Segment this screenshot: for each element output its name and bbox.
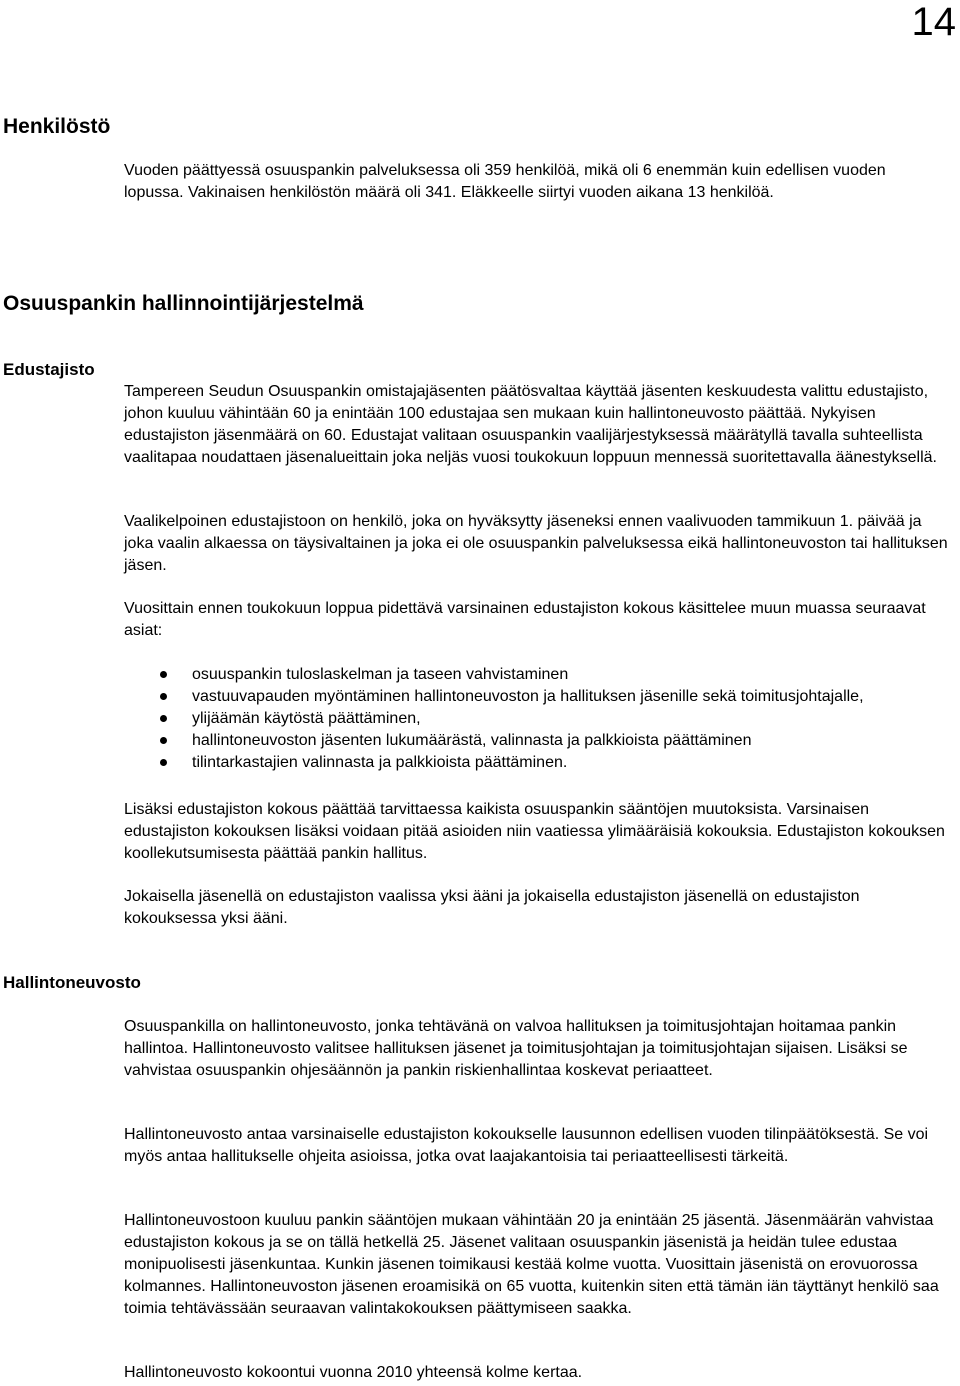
bullet-icon [160,759,167,766]
paragraph-edustajisto-3: Vuosittain ennen toukokuun loppua pidettävä varsinainen edustajiston kokous käsittelee muun muassa seuraavat asiat: [124,600,926,639]
section-heading-hallinnointijarjestelma: Osuuspankin hallinnointijärjestelmä [3,292,364,315]
paragraph-hallintoneuvosto-2: Hallintoneuvosto antaa varsinaiselle edustajiston kokoukselle lausunnon edellisen vuoden tilinpäätöksestä. Se voi myös antaa hallitukselle ohjeita asioissa, jotka ovat laajakantoisia tai periaatteellisesti tärkeitä. [124,1126,929,1165]
list-item-text: tilintarkastajien valinnasta ja palkkioista päättäminen. [192,754,568,771]
list-item-text: hallintoneuvoston jäsenten lukumäärästä, valinnasta ja palkkioista päättäminen [192,732,752,749]
bullet-icon [160,671,167,678]
list-item-text: vastuuvapauden myöntäminen hallintoneuvoston ja hallituksen jäsenille sekä toimitusjohtajalle, [192,688,864,705]
list-item [124,730,949,752]
paragraph-edustajisto-2: Vaalikelpoinen edustajistoon on henkilö, joka on hyväksytty jäseneksi ennen vaalivuoden tammikuun 1. päivää ja joka vaalin alkaessa on täysivaltainen ja joka ei ole osuuspankin palveluksessa eikä hallintoneuvoston tai hallituksen jäsen. [124,513,948,574]
paragraph-hallintoneuvosto-1: Osuuspankilla on hallintoneuvosto, jonka tehtävänä on valvoa hallituksen ja toimitusjohtajan hoitamaa pankin hallintoa. Hallintoneuvosto valitsee hallituksen jäsenet ja toimitusjohtajan ja toimitusjohtajan sijaisen. Lisäksi se vahvistaa osuuspankin ohjesäännön ja pankin riskienhallintaa koskevat periaatteet. [124,1018,908,1079]
list-item [124,686,949,708]
subheading-hallintoneuvosto: Hallintoneuvosto [3,973,141,992]
section-heading-henkilosto: Henkilöstö [3,115,111,138]
subheading-edustajisto: Edustajisto [3,360,95,379]
list-item [124,752,949,774]
bullet-icon [160,715,167,722]
list-item [124,708,949,730]
list-item-text: osuuspankin tuloslaskelman ja taseen vahvistaminen [192,666,569,683]
bullet-icon [160,737,167,744]
bullet-icon [160,693,167,700]
paragraph-edustajisto-after-list: Lisäksi edustajiston kokous päättää tarvittaessa kaikista osuuspankin sääntöjen muutoksista. Varsinaisen edustajiston kokouksen lisäksi voidaan pitää asioiden niin vaatiessa ylimääräisiä kokouksia. Edustajiston kokouksen koollekutsumisesta päättää pankin hallitus. [124,801,945,862]
list-item-text: ylijäämän käytöstä päättäminen, [192,710,421,727]
bullet-list-agenda [124,664,949,774]
paragraph-hallintoneuvosto-4: Hallintoneuvosto kokoontui vuonna 2010 yhteensä kolme kertaa. [124,1364,583,1381]
paragraph-hallintoneuvosto-3: Hallintoneuvostoon kuuluu pankin sääntöjen mukaan vähintään 20 ja enintään 25 jäsentä. Jäsenmäärän vahvistaa edustajiston kokous ja se on tällä hetkellä 25. Jäsenet valitaan osuuspankin jäsenistä ja heidän tulee edustaa monipuolisesti jäsenkuntaa. Kunkin jäsenen toimikausi kestää kolme vuotta. Vuosittain jäsenistä on erovuorossa kolmannes. Hallintoneuvoston jäsenen eroamisikä on 65 vuotta, kuitenkin siten että tämän iän täyttänyt henkilö saa toimia tehtävässään seuraavan valintakokouksen päättymiseen saakka. [124,1212,939,1317]
list-item [124,664,949,686]
paragraph-henkilosto: Vuoden päättyessä osuuspankin palveluksessa oli 359 henkilöä, mikä oli 6 enemmän kuin edellisen vuoden lopussa. Vakinaisen henkilöstön määrä oli 341. Eläkkeelle siirtyi vuoden aikana 13 henkilöä. [124,162,886,201]
page-number: 14 [911,0,956,44]
paragraph-edustajisto-1: Tampereen Seudun Osuuspankin omistajajäsenten päätösvaltaa käyttää jäsenten keskuudesta valittu edustajisto, johon kuuluu vähintään 60 ja enintään 100 edustajaa sen mukaan kuin hallintoneuvosto päättää. Nykyisen edustajiston jäsenmäärä on 60. Edustajat valitaan osuuspankin vaalijärjestyksessä määrätyllä tavalla suhteellista vaalitapaa noudattaen jäsenalueittain joka neljäs vuosi toukokuun loppuun mennessä suoritettavalla äänestyksellä. [124,383,937,466]
paragraph-edustajisto-voting: Jokaisella jäsenellä on edustajiston vaalissa yksi ääni ja jokaisella edustajiston jäsenellä on edustajiston kokouksessa yksi ääni. [124,888,860,927]
